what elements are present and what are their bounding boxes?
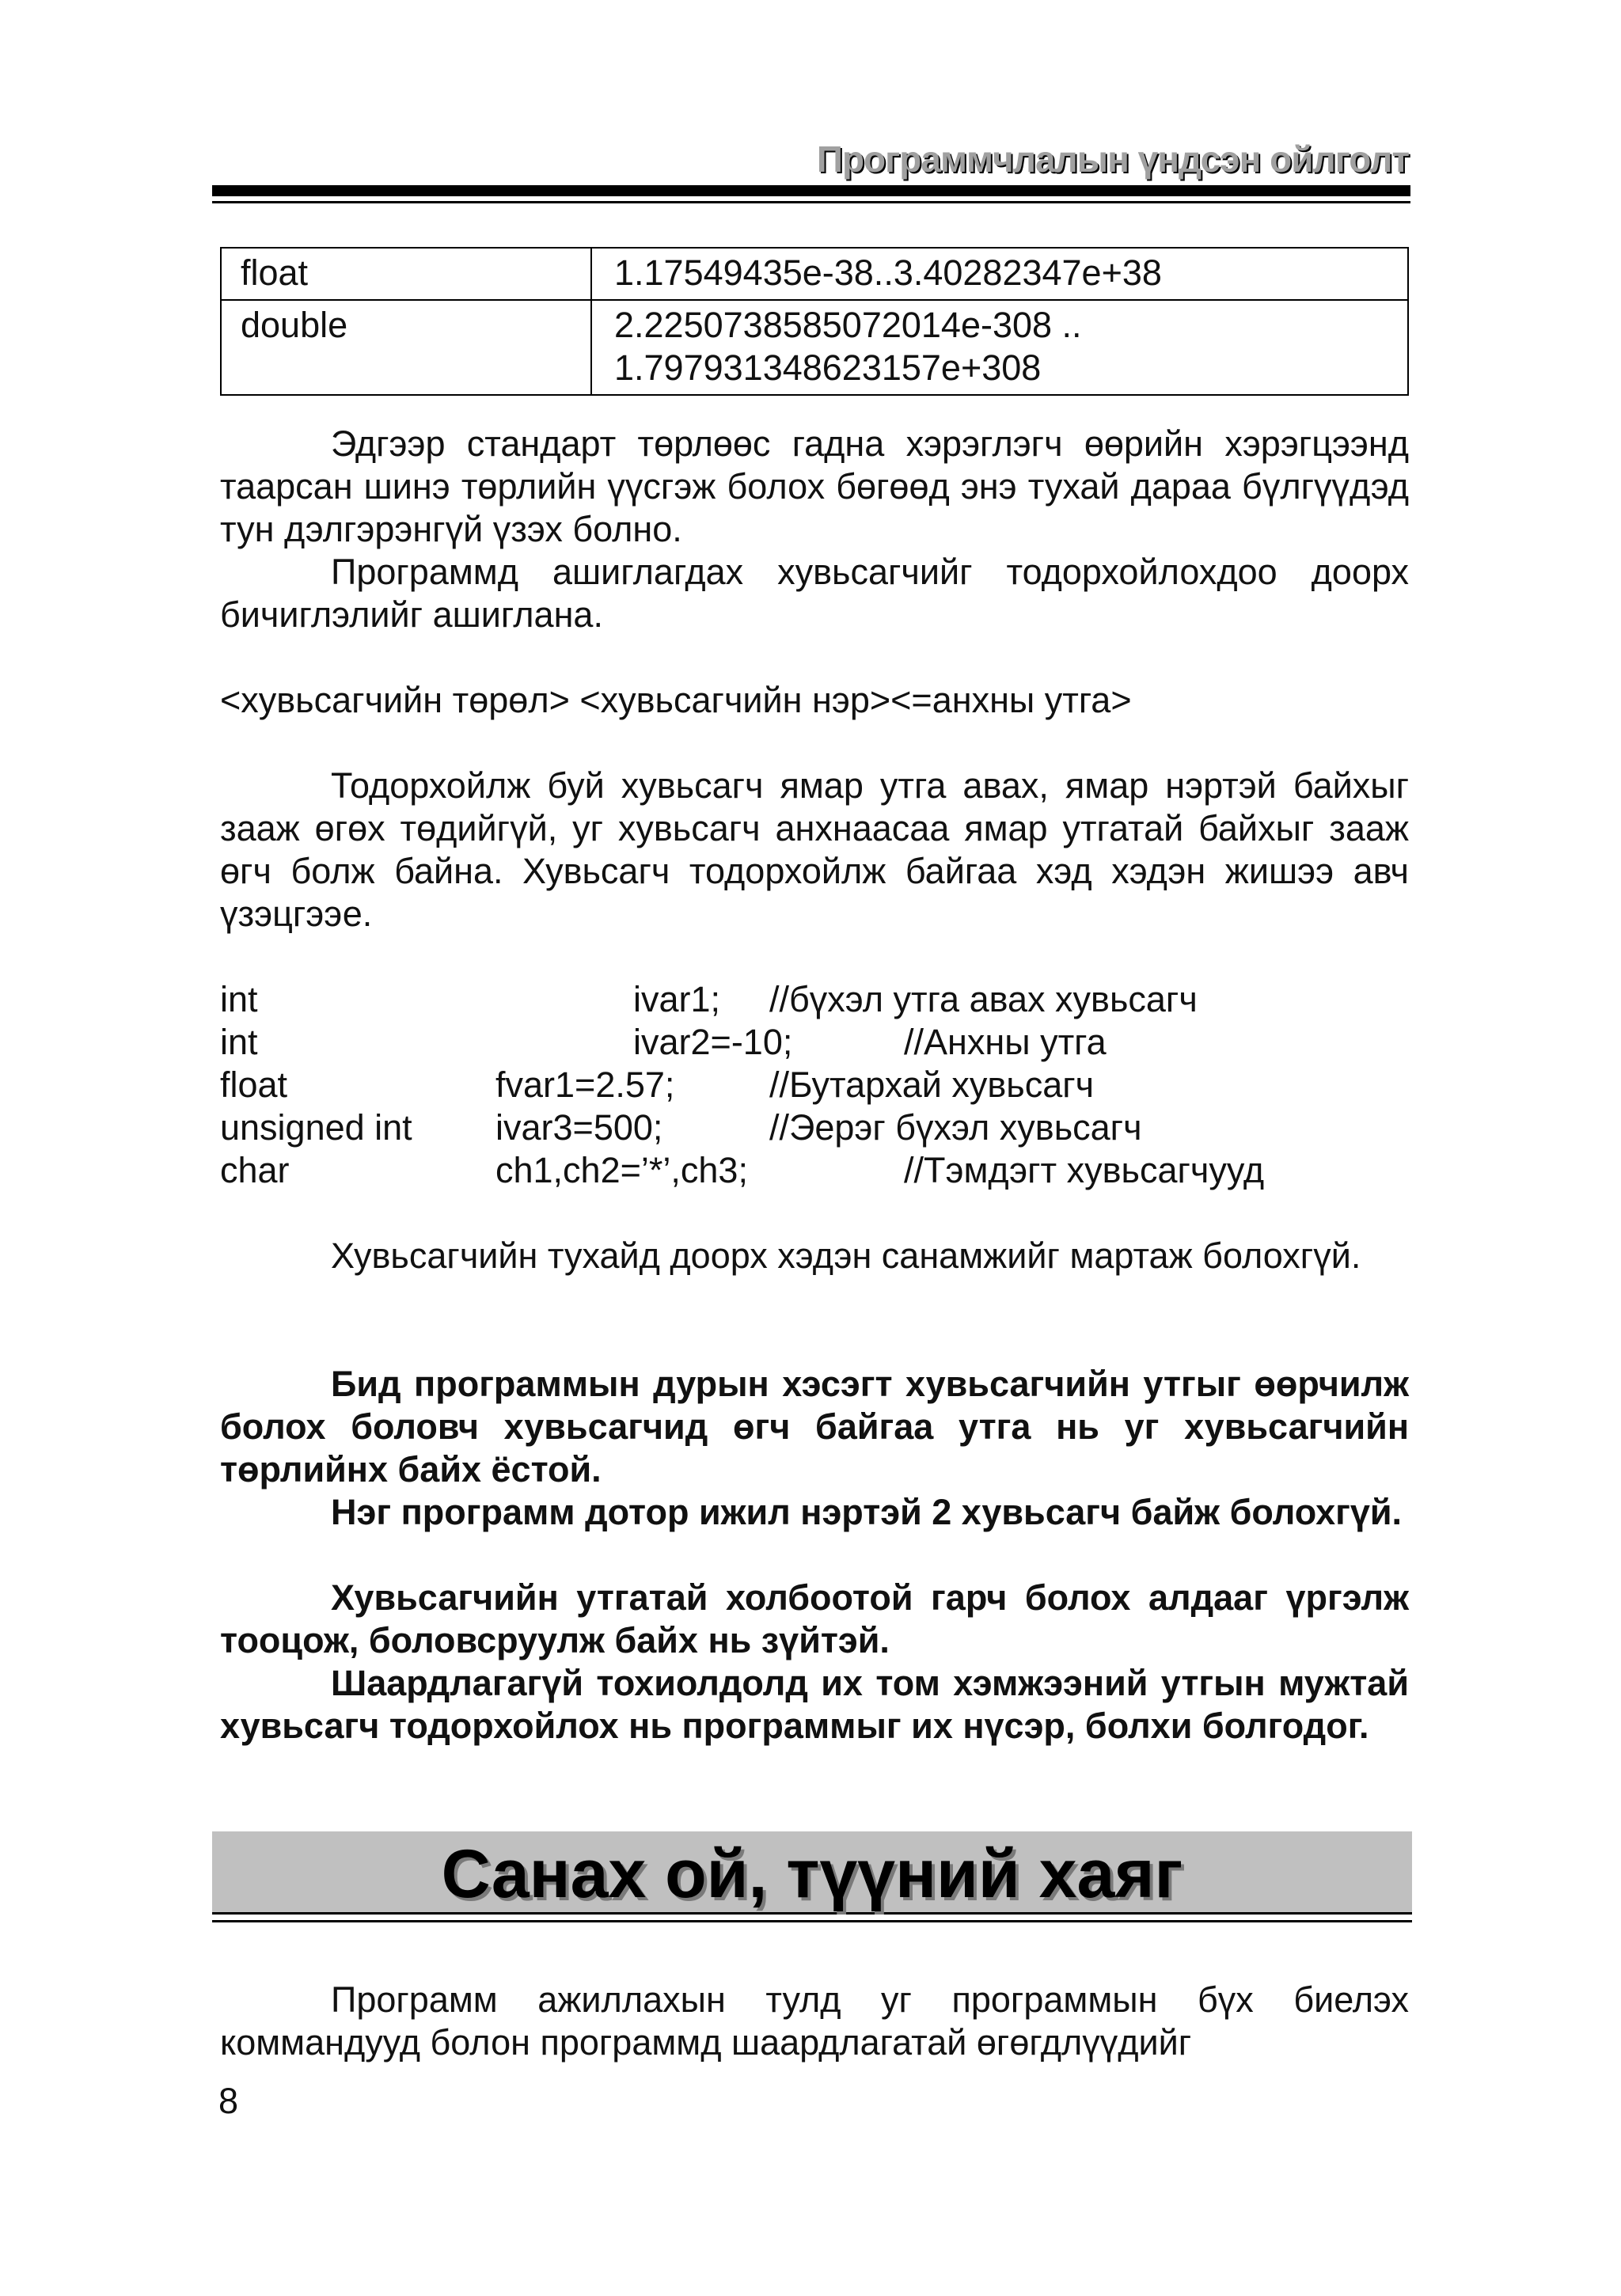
code-type: float xyxy=(220,1065,288,1105)
code-type: unsigned int xyxy=(220,1107,412,1148)
type-cell: float xyxy=(221,248,591,300)
code-declaration: ivar3=500; xyxy=(495,1107,663,1148)
code-comment: //бүхэл утга авах хувьсагч xyxy=(769,979,1198,1019)
header-rule xyxy=(212,185,1410,196)
body-paragraph: Программ ажиллахын тулд уг программын бүх биелэх коммандууд болон программд шаардлагатай өгөгдлүүдийг xyxy=(220,1979,1409,2063)
note-paragraph: Шаардлагагүй тохиолдолд их том хэмжээний утгын мужтай хувьсагч тодорхойлох нь программыг их нүсэр, болхи болгодог. xyxy=(220,1663,1409,1746)
body-paragraph: Программд ашиглагдах хувьсагчийг тодорхойлохдоо доорх бичиглэлийг ашиглана. xyxy=(220,552,1409,635)
section-heading-rule xyxy=(212,1920,1412,1922)
code-comment: //Бутархай хувьсагч xyxy=(769,1065,1095,1105)
code-comment: //Эерэг бүхэл хувьсагч xyxy=(769,1107,1142,1148)
code-declaration: fvar1=2.57; xyxy=(495,1065,675,1105)
code-declaration: ivar2=-10; xyxy=(633,1022,793,1062)
running-header-title: Программчлалын үндсэн ойлголт xyxy=(816,139,1409,180)
type-cell: double xyxy=(221,300,591,395)
note-paragraph: Нэг программ дотор ижил нэртэй 2 хувьсагч байж болохгүй. xyxy=(331,1492,1403,1532)
body-paragraph: Эдгээр стандарт төрлөөс гадна хэрэглэгч өөрийн хэрэгцээнд таарсан шинэ төрлийн үүсгэж болох бөгөөд энэ тухай дараа бүлгүүдэд тун дэлгэрэнгүй үзэх болно. xyxy=(220,423,1409,549)
code-declaration: ch1,ch2=’*’,ch3; xyxy=(495,1150,748,1190)
range-cell: 1.17549435e-38..3.40282347e+38 xyxy=(591,248,1408,300)
note-paragraph: Бид программын дурын хэсэгт хувьсагчийн утгыг өөрчилж болох боловч хувьсагчид өгч байгаа утга нь уг хувьсагчийн төрлийнх байх ёстой. xyxy=(220,1364,1409,1490)
note-paragraph: Хувьсагчийн утгатай холбоотой гарч болох алдааг үргэлж тооцож, боловсруулж байх нь зүйтэй. xyxy=(220,1577,1409,1660)
page-number: 8 xyxy=(218,2081,239,2121)
code-type: int xyxy=(220,979,258,1019)
table-row xyxy=(221,248,1408,300)
code-type: int xyxy=(220,1022,258,1062)
code-declaration: ivar1; xyxy=(633,979,721,1019)
header-rule-thin xyxy=(212,201,1410,203)
range-line: 1.797931348623157e+308 xyxy=(614,347,1042,388)
range-cell xyxy=(591,300,1408,395)
section-heading: Санах ой, түүний хаяг xyxy=(441,1836,1183,1912)
body-paragraph: Хувьсагчийн тухайд доорх хэдэн санамжийг мартаж болохгүй. xyxy=(331,1235,1361,1276)
body-paragraph: Тодорхойлж буй хувьсагч ямар утга авах, ямар нэртэй байхыг зааж өгөх төдийгүй, уг хувьсагч анхнаасаа ямар утгатай байхыг зааж өгч болж байна. Хувьсагч тодорхойлж байгаа хэд хэдэн жишээ авч үзэцгээе. xyxy=(220,765,1409,934)
data-types-table xyxy=(220,247,1409,396)
code-comment: //Анхны утга xyxy=(904,1022,1107,1062)
range-line: 2.2250738585072014e-308 .. xyxy=(614,305,1082,345)
code-comment: //Тэмдэгт хувьсагчууд xyxy=(904,1150,1265,1190)
code-type: char xyxy=(220,1150,290,1190)
table-row xyxy=(221,300,1408,395)
declaration-syntax: <хувьсагчийн төрөл> <хувьсагчийн нэр><=анхны утга> xyxy=(220,680,1132,720)
